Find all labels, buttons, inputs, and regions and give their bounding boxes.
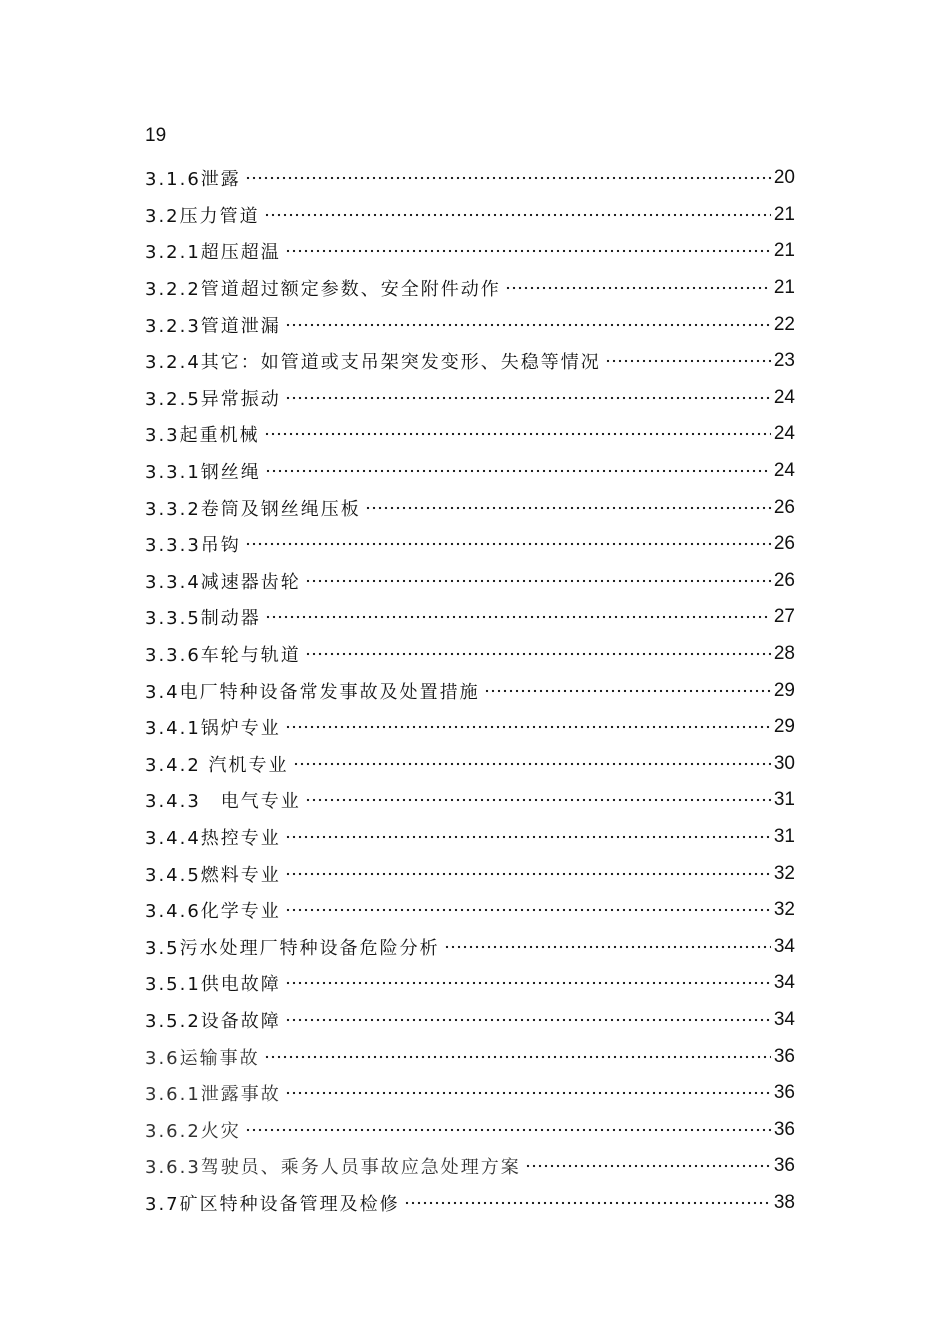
toc-entry-page: 22 xyxy=(773,313,795,335)
toc-entry[interactable] xyxy=(145,599,795,636)
dot-leader xyxy=(285,1011,771,1029)
toc-entry[interactable] xyxy=(145,709,795,746)
toc-entry-page: 24 xyxy=(773,423,795,445)
toc-entry-page: 20 xyxy=(773,167,795,189)
toc-entry-label: 3.3.2卷筒及钢丝绳压板 xyxy=(145,495,363,521)
dot-leader xyxy=(264,425,771,443)
toc-entry-label: 3.2.3管道泄漏 xyxy=(145,312,283,338)
toc-entry-label: 3.2.2管道超过额定参数、安全附件动作 xyxy=(145,275,503,301)
toc-entry[interactable] xyxy=(145,306,795,343)
toc-entry[interactable] xyxy=(145,892,795,929)
toc-entry[interactable] xyxy=(145,1038,795,1075)
dot-leader xyxy=(285,389,771,407)
toc-entry[interactable] xyxy=(145,746,795,783)
toc-entry-page: 23 xyxy=(773,350,795,372)
toc-entry-page: 28 xyxy=(773,643,795,665)
dot-leader xyxy=(365,499,771,517)
toc-entry-page: 26 xyxy=(773,496,795,518)
toc-entry[interactable] xyxy=(145,1111,795,1148)
table-of-contents xyxy=(145,160,795,1221)
toc-entry-page: 34 xyxy=(773,935,795,957)
dot-leader xyxy=(245,169,771,187)
toc-entry-page: 27 xyxy=(773,606,795,628)
dot-leader xyxy=(245,1121,771,1139)
toc-entry[interactable] xyxy=(145,855,795,892)
toc-entry-page: 30 xyxy=(773,752,795,774)
toc-entry-label: 3.6.2火灾 xyxy=(145,1117,243,1143)
toc-entry-page: 36 xyxy=(773,1045,795,1067)
dot-leader xyxy=(484,682,771,700)
toc-entry[interactable] xyxy=(145,672,795,709)
toc-entry[interactable] xyxy=(145,1002,795,1039)
toc-entry[interactable] xyxy=(145,453,795,490)
toc-entry[interactable] xyxy=(145,928,795,965)
toc-entry[interactable] xyxy=(145,1148,795,1185)
dot-leader xyxy=(264,206,771,224)
dot-leader xyxy=(245,535,771,553)
toc-entry-label: 3.3.4减速器齿轮 xyxy=(145,568,303,594)
toc-entry[interactable] xyxy=(145,1185,795,1222)
toc-entry-label: 3.4.6化学专业 xyxy=(145,897,283,923)
toc-entry[interactable] xyxy=(145,489,795,526)
dot-leader xyxy=(285,828,771,846)
toc-entry-label: 3.4.3 电气专业 xyxy=(145,787,303,813)
toc-entry-page: 26 xyxy=(773,533,795,555)
toc-entry-page: 32 xyxy=(773,899,795,921)
toc-entry-label: 3.4.5燃料专业 xyxy=(145,861,283,887)
toc-entry-label: 3.4.4热控专业 xyxy=(145,824,283,850)
dot-leader xyxy=(265,462,771,480)
toc-entry-label: 3.6运输事故 xyxy=(145,1044,262,1070)
toc-entry-label: 3.3.1钢丝绳 xyxy=(145,458,263,484)
toc-entry-page: 21 xyxy=(773,277,795,299)
dot-leader xyxy=(525,1157,771,1175)
toc-entry-label: 3.3起重机械 xyxy=(145,421,262,447)
toc-entry-page: 38 xyxy=(773,1191,795,1213)
toc-entry-page: 21 xyxy=(773,203,795,225)
dot-leader xyxy=(305,791,771,809)
dot-leader xyxy=(264,1048,771,1066)
dot-leader xyxy=(605,352,771,370)
toc-entry[interactable] xyxy=(145,782,795,819)
toc-entry-label: 3.4电厂特种设备常发事故及处置措施 xyxy=(145,678,482,704)
toc-entry-label: 3.5.1供电故障 xyxy=(145,970,283,996)
toc-entry[interactable] xyxy=(145,160,795,197)
dot-leader xyxy=(505,279,771,297)
dot-leader xyxy=(305,645,771,663)
toc-entry-page: 36 xyxy=(773,1082,795,1104)
toc-entry-label: 3.2.5异常振动 xyxy=(145,385,283,411)
toc-entry[interactable] xyxy=(145,526,795,563)
toc-entry-label: 3.2压力管道 xyxy=(145,202,262,228)
toc-entry-label: 3.3.5制动器 xyxy=(145,604,263,630)
dot-leader xyxy=(265,608,771,626)
toc-entry-page: 36 xyxy=(773,1118,795,1140)
toc-entry-page: 32 xyxy=(773,862,795,884)
toc-entry[interactable] xyxy=(145,233,795,270)
dot-leader xyxy=(293,755,771,773)
toc-entry-page: 24 xyxy=(773,386,795,408)
toc-entry-page: 29 xyxy=(773,716,795,738)
toc-entry-label: 3.6.3驾驶员、乘务人员事故应急处理方案 xyxy=(145,1153,523,1179)
toc-entry[interactable] xyxy=(145,343,795,380)
toc-entry-label: 3.3.3吊钩 xyxy=(145,531,243,557)
toc-entry-label: 3.4.2 汽机专业 xyxy=(145,751,291,777)
toc-entry-page: 26 xyxy=(773,569,795,591)
dot-leader xyxy=(444,938,771,956)
dot-leader xyxy=(285,242,771,260)
toc-entry[interactable] xyxy=(145,563,795,600)
toc-entry-page: 24 xyxy=(773,460,795,482)
toc-entry[interactable] xyxy=(145,197,795,234)
dot-leader xyxy=(285,865,771,883)
dot-leader xyxy=(285,974,771,992)
dot-leader xyxy=(285,901,771,919)
toc-entry-label: 3.5.2设备故障 xyxy=(145,1007,283,1033)
toc-entry-page: 29 xyxy=(773,679,795,701)
toc-entry[interactable] xyxy=(145,1075,795,1112)
dot-leader xyxy=(285,718,771,736)
toc-entry[interactable] xyxy=(145,965,795,1002)
toc-entry[interactable] xyxy=(145,380,795,417)
toc-entry[interactable] xyxy=(145,270,795,307)
dot-leader xyxy=(305,572,771,590)
toc-entry[interactable] xyxy=(145,819,795,856)
toc-entry-label: 3.6.1泄露事故 xyxy=(145,1080,283,1106)
toc-entry-label: 3.4.1锅炉专业 xyxy=(145,714,283,740)
toc-entry-label: 3.2.4其它：如管道或支吊架突发变形、失稳等情况 xyxy=(145,348,603,374)
toc-entry-page: 34 xyxy=(773,1008,795,1030)
dot-leader xyxy=(285,1084,771,1102)
toc-entry-page: 34 xyxy=(773,972,795,994)
toc-entry-label: 3.1.6泄露 xyxy=(145,165,243,191)
toc-entry-page: 21 xyxy=(773,240,795,262)
dot-leader xyxy=(404,1194,771,1212)
toc-entry-page: 31 xyxy=(773,789,795,811)
toc-entry-label: 3.2.1超压超温 xyxy=(145,238,283,264)
toc-entry-page: 36 xyxy=(773,1155,795,1177)
toc-entry-label: 3.3.6车轮与轨道 xyxy=(145,641,303,667)
toc-entry-label: 3.7矿区特种设备管理及检修 xyxy=(145,1190,402,1216)
toc-entry-label: 3.5污水处理厂特种设备危险分析 xyxy=(145,934,442,960)
dot-leader xyxy=(285,316,771,334)
toc-entry[interactable] xyxy=(145,636,795,673)
toc-entry-page: 31 xyxy=(773,825,795,847)
toc-entry[interactable] xyxy=(145,416,795,453)
top-page-number: 19 xyxy=(145,125,167,146)
